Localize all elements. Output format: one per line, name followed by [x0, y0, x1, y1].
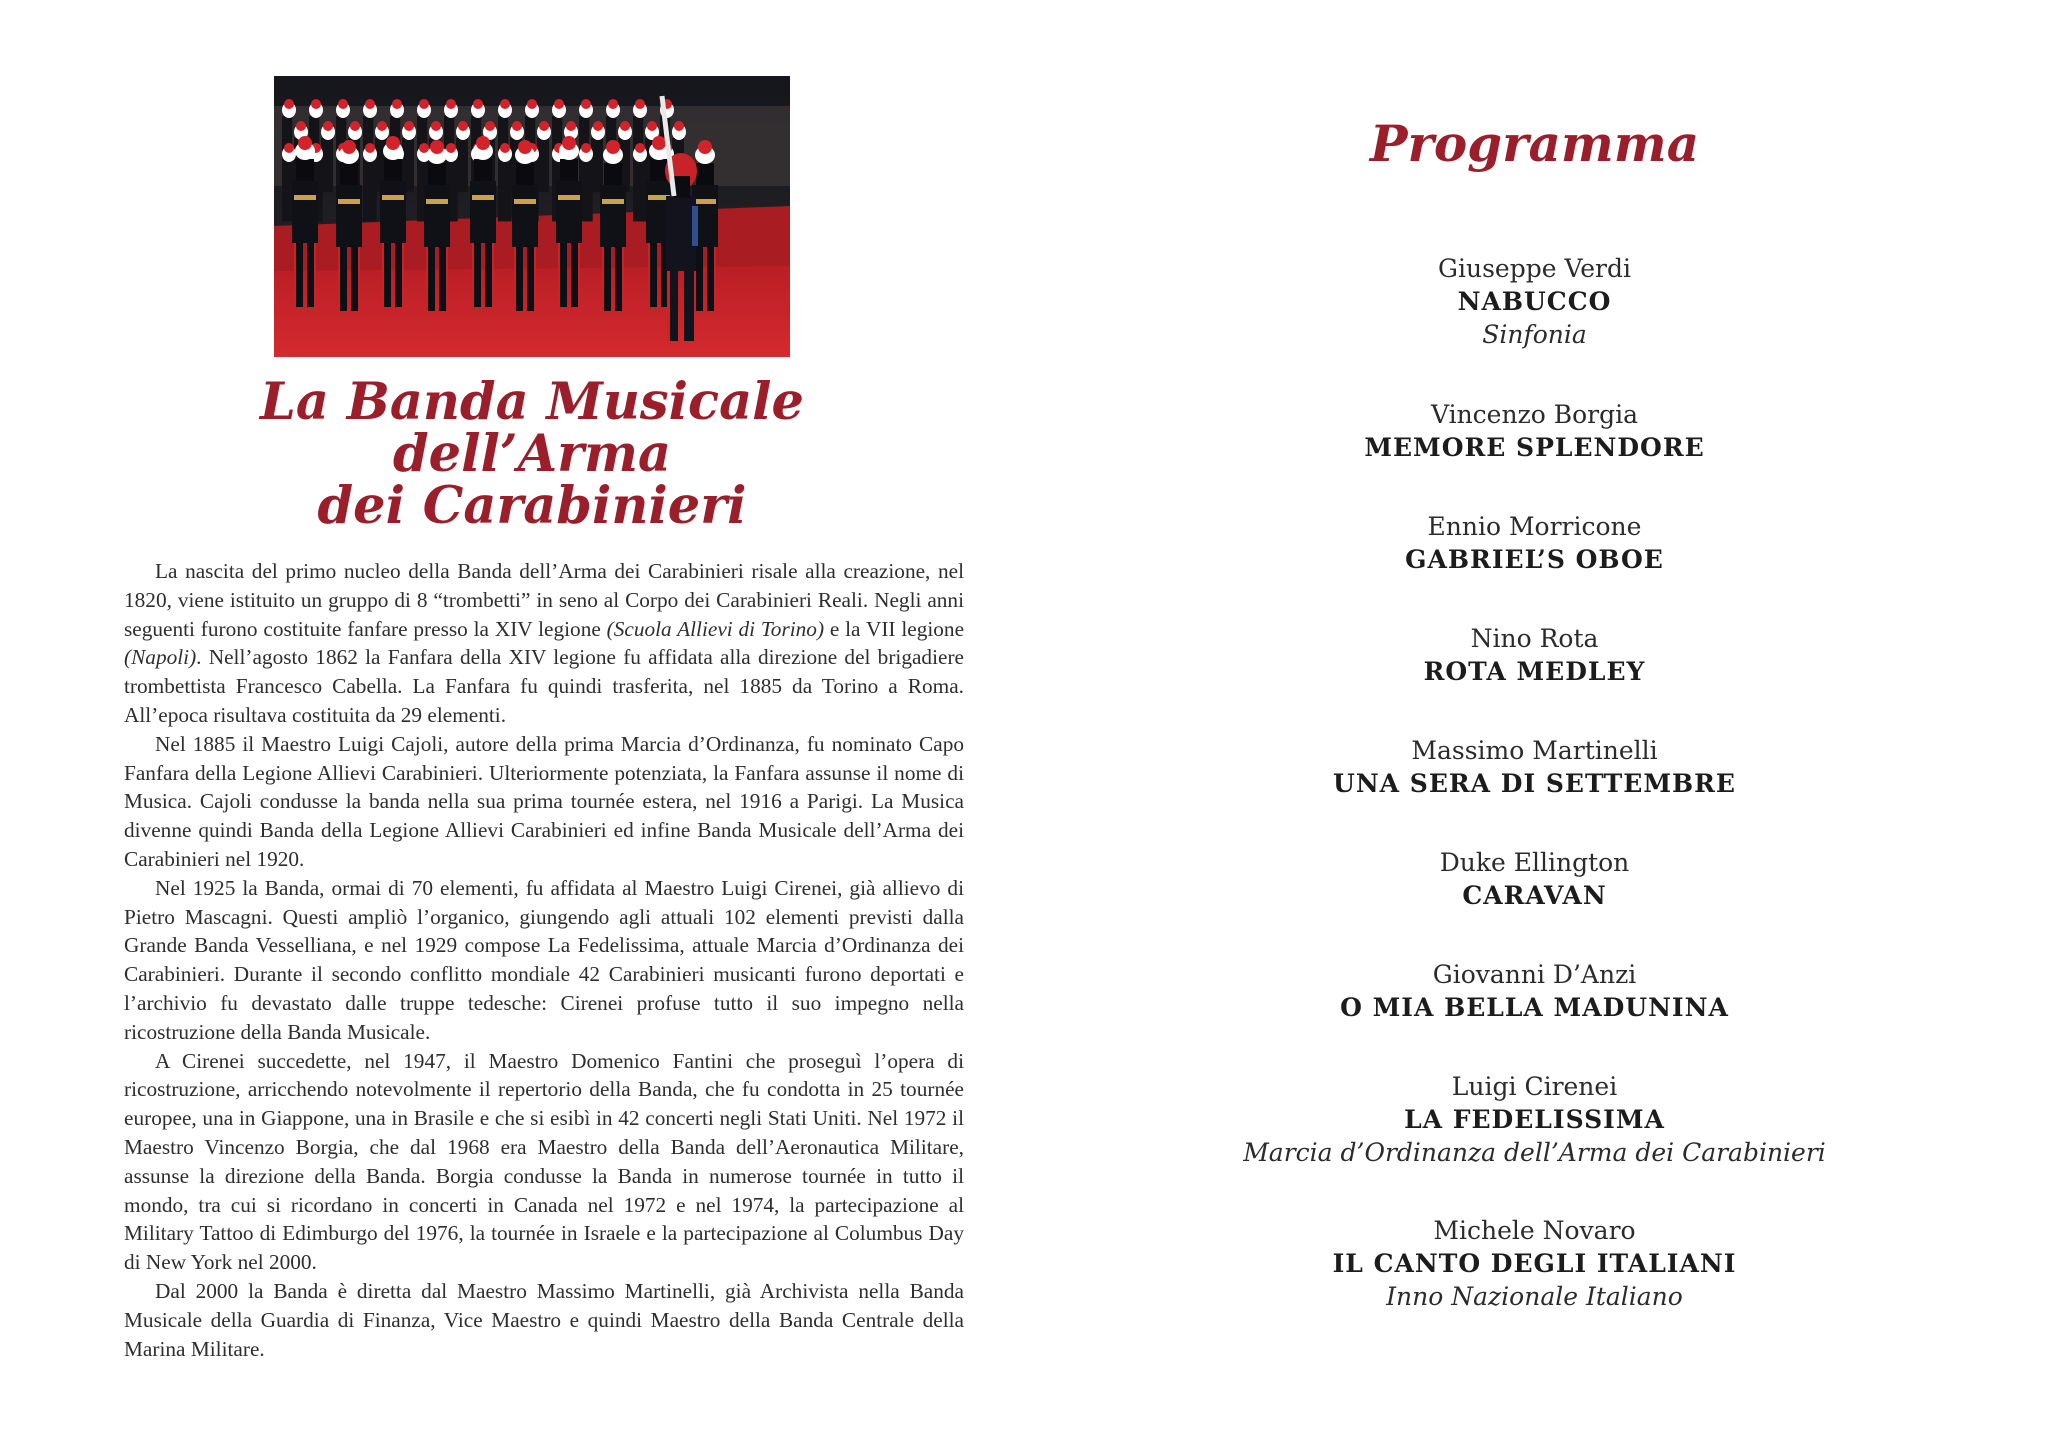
composer-name: Giuseppe Verdi	[1438, 254, 1631, 283]
work-title: CARAVAN	[1462, 881, 1607, 910]
history-italic: (Napoli)	[124, 645, 197, 670]
right-page	[1023, 0, 2046, 1447]
programme-title: Programma	[1369, 114, 1700, 173]
programme-item	[1023, 846, 2046, 912]
programme-item	[1023, 734, 2046, 800]
composer-name: Vincenzo Borgia	[1430, 400, 1639, 429]
work-subtitle: Marcia d’Ordinanza dell’Arma dei Carabinieri	[1243, 1138, 1826, 1167]
history-text: e la VII legione	[824, 616, 965, 641]
composer-name: Duke Ellington	[1439, 848, 1630, 877]
band-title-line-2: dell’Arma	[392, 424, 672, 484]
history-italic: (Scuola Allievi di Torino)	[606, 616, 825, 641]
band-photo-illustration	[274, 76, 790, 357]
composer-name: Michele Novaro	[1433, 1216, 1636, 1245]
work-title: MEMORE SPLENDORE	[1364, 433, 1705, 462]
history-paragraph-2: Nel 1885 il Maestro Luigi Cajoli, autore della prima Marcia d’Ordinanza, fu nominato Capo Fanfara della Legione Allievi Carabinieri. Ulteriormente potenziata, la Fanfara assunse il nome di Musica. Cajoli condusse la banda nella sua prima tournée estera, nel 1916 a Parigi. La Musica divenne quindi Banda della Legione Allievi Carabinieri ed infine Banda Musicale dell’Arma dei Carabinieri nel 1920.	[124, 731, 964, 871]
history-paragraph-4: A Cirenei succedette, nel 1947, il Maestro Domenico Fantini che proseguì l’opera di ricostruzione, arricchendo notevolmente il repertorio della Banda, che fu condotta in 25 tournée europee, una in Giappone, una in Brasile e che si esibì in 42 concerti negli Stati Uniti. Nel 1972 il Maestro Vincenzo Borgia, che dal 1968 era Maestro della Banda dell’Aeronautica Militare, assunse la direzione della Banda. Borgia condusse la Banda in numerose tournée in tutto il mondo, tra cui si ricordano in concerti in Canada nel 1972 e nel 1974, la partecipazione al Military Tattoo di Edimburgo del 1976, la tournée in Israele e la partecipazione al Columbus Day di New York nel 2000.	[124, 1048, 964, 1275]
band-title-line-1: La Banda Musicale	[260, 372, 804, 432]
work-title: IL CANTO DEGLI ITALIANI	[1332, 1249, 1737, 1278]
band-photo	[274, 76, 790, 357]
history-paragraph-5: Dal 2000 la Banda è diretta dal Maestro Massimo Martinelli, già Archivista nella Banda Musicale della Guardia di Finanza, Vice Maestro e quindi Maestro della Banda Centrale della Marina Militare.	[124, 1278, 964, 1361]
composer-name: Ennio Morricone	[1427, 512, 1642, 541]
work-title: ROTA MEDLEY	[1423, 657, 1646, 686]
history-paragraph-3: Nel 1925 la Banda, ormai di 70 elementi, fu affidata al Maestro Luigi Cirenei, già allievo di Pietro Mascagni. Questi ampliò l’organico, giungendo agli attuali 102 elementi previsti dalla Grande Banda Vesselliana, e nel 1929 compose La Fedelissima, attuale Marcia d’Ordinanza dei Carabinieri. Durante il secondo conflitto mondiale 42 Carabinieri musicanti furono deportati e l’archivio fu devastato dalle truppe tedesche: Cirenei profuse tutto il suo impegno nella ricostruzione della Banda Musicale.	[124, 875, 964, 1044]
history-text: . Nell’agosto 1862 la Fanfara della XIV legione fu affidata alla direzione del brigadiere trombettista Francesco Cabella. La Fanfara fu quindi trasferita, nel 1885 da Torino a Roma. All’epoca risultava costituita da 29 elementi.	[124, 645, 964, 727]
band-title	[120, 372, 944, 536]
work-title: O MIA BELLA MADUNINA	[1340, 993, 1729, 1022]
work-title: NABUCCO	[1457, 287, 1612, 316]
composer-name: Nino Rota	[1470, 624, 1599, 653]
work-title: LA FEDELISSIMA	[1404, 1105, 1665, 1134]
band-title-line-3: dei Carabinieri	[317, 476, 747, 536]
band-history	[124, 557, 964, 1363]
programme-item	[1023, 1070, 2046, 1170]
history-paragraph-1	[124, 557, 964, 730]
work-title: GABRIEL’S OBOE	[1405, 545, 1664, 574]
programme-item	[1023, 252, 2046, 352]
programme-item	[1023, 510, 2046, 576]
work-title: UNA SERA DI SETTEMBRE	[1333, 769, 1736, 798]
composer-name: Giovanni D’Anzi	[1432, 960, 1637, 989]
programme-item	[1023, 398, 2046, 464]
work-subtitle: Sinfonia	[1482, 320, 1587, 349]
composer-name: Massimo Martinelli	[1411, 736, 1658, 765]
history-text: La nascita del primo nucleo della Banda dell’Arma dei Carabinieri risale alla creazione, nel 1820, viene istituito un gruppo di 8 “trombetti” in seno al Corpo dei Carabinieri Reali. Negli anni seguenti furono costituite fanfare presso la XIV legione	[124, 559, 964, 641]
composer-name: Luigi Cirenei	[1451, 1072, 1618, 1101]
programme-item	[1023, 622, 2046, 688]
programme-item	[1023, 958, 2046, 1024]
work-subtitle: Inno Nazionale Italiano	[1386, 1282, 1683, 1311]
programme-item	[1023, 1214, 2046, 1314]
